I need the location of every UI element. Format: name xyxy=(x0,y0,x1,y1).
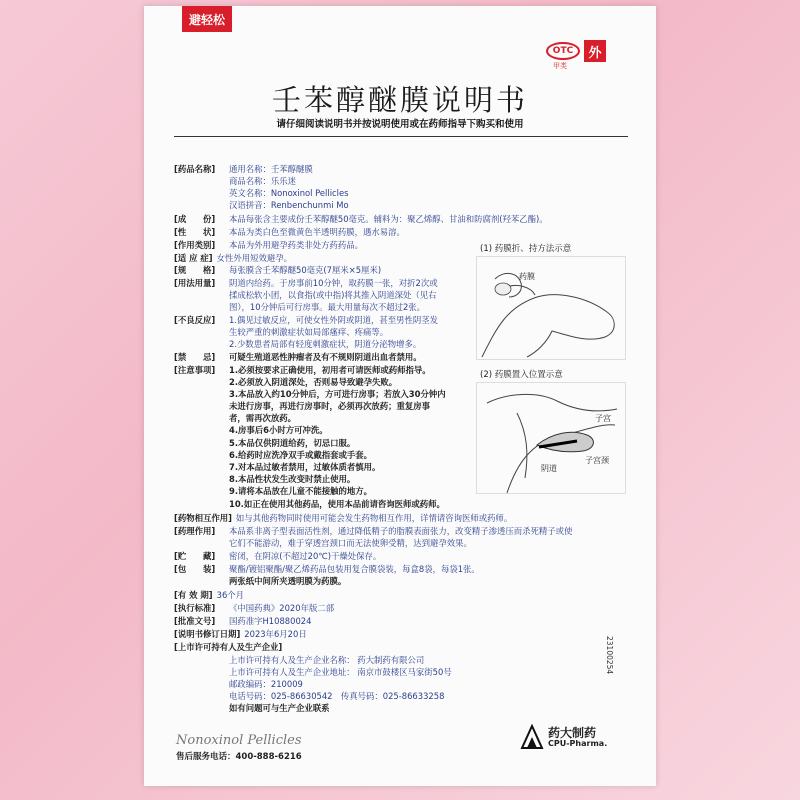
field-row xyxy=(174,327,388,338)
field-value: 本品每张含主要成份壬苯醇醚50毫克。辅料为：聚乙烯醇、甘油和防腐剂(羟苯乙酯)。 xyxy=(229,214,548,224)
field-label: [不良反应] xyxy=(174,315,216,325)
field-row xyxy=(174,450,372,461)
field-label: [作用类别] xyxy=(174,240,216,250)
field-value: 9.请将本品放在儿童不能接触的地方。 xyxy=(229,486,373,496)
field-row xyxy=(174,642,286,653)
field-row xyxy=(174,290,437,301)
field-value: 1.偶见过敏反应，可使女性外阴或阴道，甚至男性阴茎发 xyxy=(229,315,438,325)
field-value: 每张膜含壬苯醇醚50毫克(7厘米×5厘米) xyxy=(229,265,382,275)
field-row xyxy=(174,352,422,363)
field-value: 《中国药典》2020年版二部 xyxy=(229,603,335,613)
otc-badge: OTC xyxy=(546,42,580,60)
field-row xyxy=(174,278,438,289)
field-value: 密闭，在阴凉(不超过20℃)干燥处保存。 xyxy=(229,551,382,561)
field-label: [用法用量] xyxy=(174,278,216,288)
field-value: 本品为外用避孕药类非处方药药品。 xyxy=(229,240,363,250)
field-row xyxy=(174,616,311,627)
field-value: 本品系非离子型表面活性剂，通过降低精子的脂膜表面张力，改变精子渗透压而杀死精子或使 xyxy=(229,526,573,536)
field-row xyxy=(174,253,292,264)
field-row xyxy=(174,629,307,640)
field-value: 5.本品仅供阴道给药，切忌口服。 xyxy=(229,438,356,448)
field-row xyxy=(174,486,372,497)
field-row xyxy=(174,551,381,562)
header-divider xyxy=(174,136,628,137)
field-row xyxy=(174,425,328,436)
field-label: [执行标准] xyxy=(174,603,216,613)
field-value: 如有问题可与生产企业联系 xyxy=(229,703,330,713)
leaflet-sheet xyxy=(144,6,656,786)
otc-category: 甲类 xyxy=(553,62,567,70)
field-value: 本品为类白色至微黄色半透明药膜，遇水易溶。 xyxy=(229,227,405,237)
field-label: [注意事项] xyxy=(174,365,216,375)
field-row xyxy=(174,564,480,575)
field-row xyxy=(174,214,548,225)
field-value: 2.少数患者局部有轻度刺激症状，阴道分泌物增多。 xyxy=(229,339,422,349)
field-label: [适 应 症] xyxy=(174,253,213,263)
field-value: 8.本品性状发生改变时禁止使用。 xyxy=(229,474,356,484)
illustration-fold-label: 药膜 xyxy=(519,272,535,281)
illustration-place-title: (2) 药膜置入位置示意 xyxy=(480,370,563,380)
field-label: [贮 藏] xyxy=(174,551,216,561)
document-title: 壬苯醇醚膜说明书 xyxy=(271,83,528,117)
field-row xyxy=(174,691,444,702)
external-use-mark: 外 xyxy=(584,40,606,62)
field-value: 它们不能游动，难于穿透宫颈口而无法使卵受精，达到避孕效果。 xyxy=(229,538,472,548)
field-row xyxy=(174,526,572,537)
label-cervix: 子宫颈 xyxy=(585,456,609,465)
field-row xyxy=(174,603,334,614)
field-value: 可疑生殖道恶性肿瘤者及有不规则阴道出血者禁用。 xyxy=(229,352,422,362)
field-value: 女性外用短效避孕。 xyxy=(216,253,292,263)
field-row xyxy=(174,377,397,388)
field-row xyxy=(174,679,303,690)
field-value: 1.必须按要求正确使用，初用者可请医师或药师指导。 xyxy=(229,365,431,375)
field-row xyxy=(174,655,424,666)
field-value: 6.给药时应洗净双手或戴指套或手套。 xyxy=(229,450,373,460)
field-value: 36个月 xyxy=(216,590,245,600)
document-subtitle: 请仔细阅读说明书并按说明使用或在药师指导下购买和使用 xyxy=(276,119,524,130)
field-value: 如与其他药物同时使用可能会发生药物相互作用，详情请咨询医师或药师。 xyxy=(235,513,513,523)
field-label: [有 效 期] xyxy=(174,590,213,600)
field-label: [规 格] xyxy=(174,265,216,275)
field-value: 2.必须放入阴道深处，否则易导致避孕失败。 xyxy=(229,377,398,387)
field-label: [包 装] xyxy=(174,564,216,574)
field-value: 国药准字H10880024 xyxy=(229,616,312,626)
field-row xyxy=(174,538,472,549)
field-row xyxy=(174,227,405,238)
field-value: 英文名称：Nonoxinol Pellicles xyxy=(229,188,349,198)
anatomy-drawing xyxy=(477,383,627,495)
field-row xyxy=(174,667,452,678)
field-value: 2023年6月20日 xyxy=(244,629,307,639)
field-value: 上市许可持有人及生产企业名称： 药大制药有限公司 xyxy=(229,655,425,665)
field-value: 生较严重的刺激症状如局部瘙痒、疼痛等。 xyxy=(229,327,389,337)
field-row xyxy=(174,513,512,524)
field-label: [批准文号] xyxy=(174,616,216,626)
field-row xyxy=(174,499,445,510)
field-value: 3.本品放入约10分钟后，方可进行房事；若放入30分钟内 xyxy=(229,389,446,399)
field-row xyxy=(174,315,438,326)
field-row xyxy=(174,188,348,199)
field-row xyxy=(174,176,296,187)
field-row xyxy=(174,590,244,601)
field-row xyxy=(174,339,421,350)
field-label: [药物相互作用] xyxy=(174,513,232,523)
field-value: 上市许可持有人及生产企业地址： 南京市鼓楼区马家街50号 xyxy=(229,667,452,677)
company-logo-icon xyxy=(520,724,544,750)
field-label: [成 份] xyxy=(174,214,216,224)
field-row xyxy=(174,164,313,175)
field-row xyxy=(174,200,349,211)
field-label: [药理作用] xyxy=(174,526,216,536)
field-value: 两张纸中间所夹透明膜为药膜。 xyxy=(229,576,347,586)
field-value: 7.对本品过敏者禁用，过敏体质者慎用。 xyxy=(229,462,381,472)
field-row xyxy=(174,462,380,473)
field-value: 邮政编码：210009 xyxy=(229,679,303,689)
field-row xyxy=(174,302,425,313)
field-value: 商品名称：乐乐迷 xyxy=(229,176,296,186)
company-name-en: CPU-Pharma. xyxy=(548,739,608,748)
field-value: 阴道内给药。于房事前10分钟，取药膜一张，对折2次或 xyxy=(229,278,438,288)
field-value: 聚酯/镀铝聚酯/聚乙烯药品包装用复合膜袋装，每盒8袋，每袋1张。 xyxy=(229,564,480,574)
field-label: [药品名称] xyxy=(174,164,216,174)
field-value: 揉成松软小团，以食指(或中指)将其推入阴道深处（见右 xyxy=(229,290,437,300)
footer-english-name: Nonoxinol Pellicles xyxy=(176,733,302,748)
field-value: 未进行房事，再进行房事时，必须再次放药；重复房事 xyxy=(229,401,430,411)
field-value: 图），10分钟后可行房事。最大用量每次不超过2张。 xyxy=(229,302,426,312)
field-row xyxy=(174,576,346,587)
field-label: [性 状] xyxy=(174,227,216,237)
field-row xyxy=(174,413,296,424)
field-value: 者，需再次放药。 xyxy=(229,413,296,423)
illustration-fold xyxy=(476,256,626,360)
field-value: 汉语拼音：Renbenchunmi Mo xyxy=(229,200,349,210)
illustration-place xyxy=(476,382,626,494)
brand-tag: 避轻松 xyxy=(182,6,232,32)
field-value: 10.如正在使用其他药品，使用本品前请咨询医师或药师。 xyxy=(229,499,445,509)
field-row xyxy=(174,703,330,714)
hand-fold-drawing xyxy=(477,257,627,361)
illustration-fold-title: (1) 药膜折、持方法示意 xyxy=(480,244,572,254)
document-code: 23100254 xyxy=(605,636,614,675)
field-row xyxy=(174,474,355,485)
field-label: [上市许可持有人及生产企业] xyxy=(174,642,283,652)
company-name-cn: 药大制药 xyxy=(548,726,597,740)
field-row xyxy=(174,365,431,376)
field-value: 通用名称：壬苯醇醚膜 xyxy=(229,164,313,174)
field-row xyxy=(174,401,430,412)
field-row xyxy=(174,265,381,276)
field-row xyxy=(174,240,363,251)
footer-service-line: 售后服务电话：400-888-6216 xyxy=(176,752,302,762)
field-row xyxy=(174,438,355,449)
field-value: 4.房事后6小时方可冲洗。 xyxy=(229,425,328,435)
field-label: [说明书修订日期] xyxy=(174,629,241,639)
field-label: [禁 忌] xyxy=(174,352,216,362)
field-row xyxy=(174,389,446,400)
label-uterus: 子宫 xyxy=(595,414,611,423)
label-vagina: 阴道 xyxy=(541,464,557,473)
field-value: 电话号码：025-86630542 传真号码：025-86633258 xyxy=(229,691,445,701)
